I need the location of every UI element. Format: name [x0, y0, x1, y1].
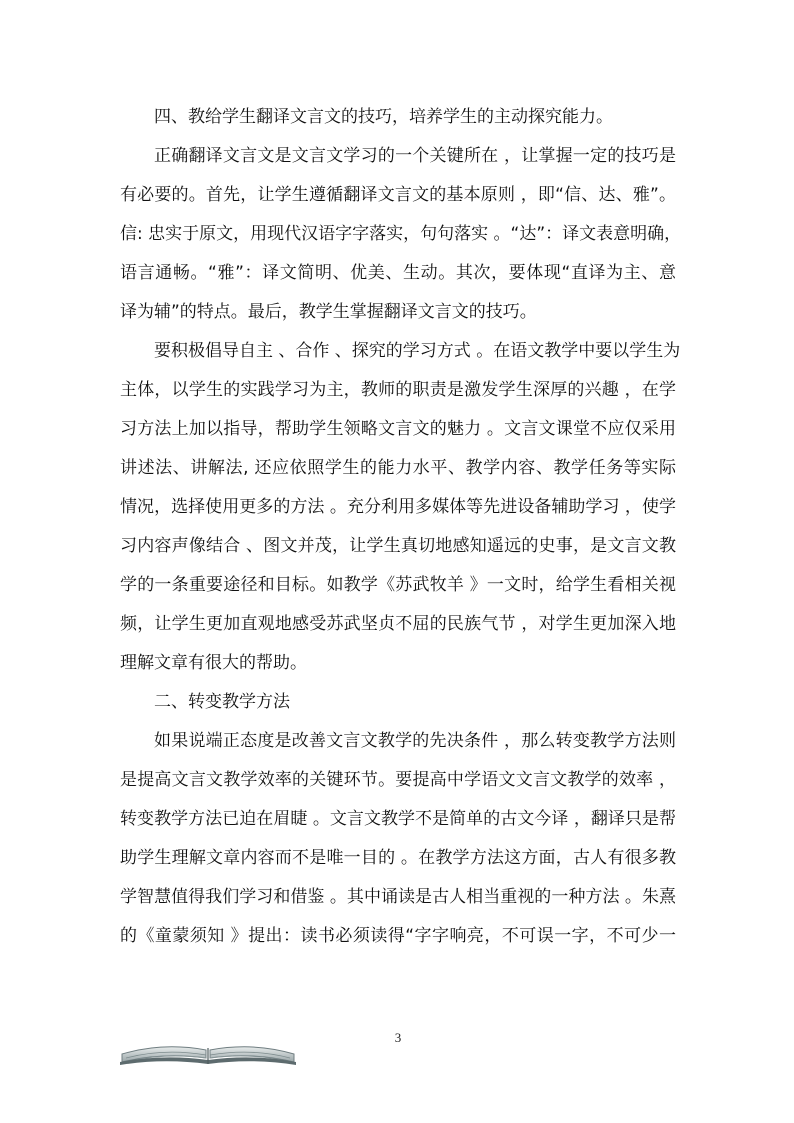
paragraph-line: 习内容声像结合 、图文并茂，让学生真切地感知遥远的史事，是文言文教 — [120, 536, 676, 556]
paragraph-line: 如果说端正态度是改善文言文教学的先决条件 ，那么转变教学方法则 — [154, 731, 676, 751]
page-number: 3 — [394, 1030, 402, 1045]
page-footer — [0, 1020, 794, 1100]
paragraph-line: 转变教学方法已迫在眉睫 。文言文教学不是简单的古文今译 ，翻译只是帮 — [120, 809, 676, 829]
paragraph-line: 助学生理解文章内容而不是唯一目的 。在教学方法这方面，古人有很多教 — [120, 848, 676, 868]
paragraph-line: 频，让学生更加直观地感受苏武坚贞不屈的民族气节 ，对学生更加深入地 — [120, 614, 676, 634]
paragraph-line: 要积极倡导自主 、合作 、探究的学习方式 。在语文教学中要以学生为 — [154, 341, 681, 361]
paragraph-line: 理解文章有很大的帮助。 — [120, 653, 307, 673]
paragraph-line: 是提高文言文教学效率的关键环节。要提高中学语文文言文教学的效率 ， — [120, 770, 676, 790]
paragraph-line: 讲述法、讲解法, 还应依照学生的能力水平、教学内容、教学任务等实际 — [120, 458, 676, 478]
paragraph-line: 有必要的。首先，让学生遵循翻译文言文的基本原则 ，即“信、达、雅”。 — [120, 185, 676, 205]
body-text — [120, 98, 682, 956]
paragraph-line: 的《童蒙须知 》提出：读书必须读得“字字响亮，不可误一字，不可少一 — [120, 926, 676, 946]
paragraph-line: 信: 忠实于原文，用现代汉语字字落实，句句落实 。“达”：译文表意明确， — [120, 224, 682, 244]
section-heading-two: 二、转变教学方法 — [154, 692, 290, 712]
paragraph-line: 学智慧值得我们学习和借鉴 。其中诵读是古人相当重视的一种方法 。朱熹 — [120, 887, 676, 907]
paragraph-line: 情况，选择使用更多的方法 。充分利用多媒体等先进设备辅助学习 ，使学 — [120, 497, 676, 517]
paragraph-line: 语言通畅。“雅”：译文简明、优美、生动。其次，要体现“直译为主、意 — [120, 263, 676, 283]
section-heading-four: 四、教给学生翻译文言文的技巧，培养学生的主动探究能力。 — [154, 107, 613, 127]
open-book-icon — [118, 1024, 298, 1068]
paragraph-line: 学的一条重要途径和目标。如教学《苏武牧羊 》一文时，给学生看相关视 — [120, 575, 676, 595]
paragraph-line: 主体，以学生的实践学习为主，教师的职责是激发学生深厚的兴趣 ，在学 — [120, 380, 676, 400]
paragraph-line: 习方法上加以指导，帮助学生领略文言文的魅力 。文言文课堂不应仅采用 — [120, 419, 676, 439]
paragraph-line: 正确翻译文言文是文言文学习的一个关键所在 ，让掌握一定的技巧是 — [154, 146, 676, 166]
paragraph-line: 译为辅”的特点。最后，教学生掌握翻译文言文的技巧。 — [120, 302, 537, 322]
